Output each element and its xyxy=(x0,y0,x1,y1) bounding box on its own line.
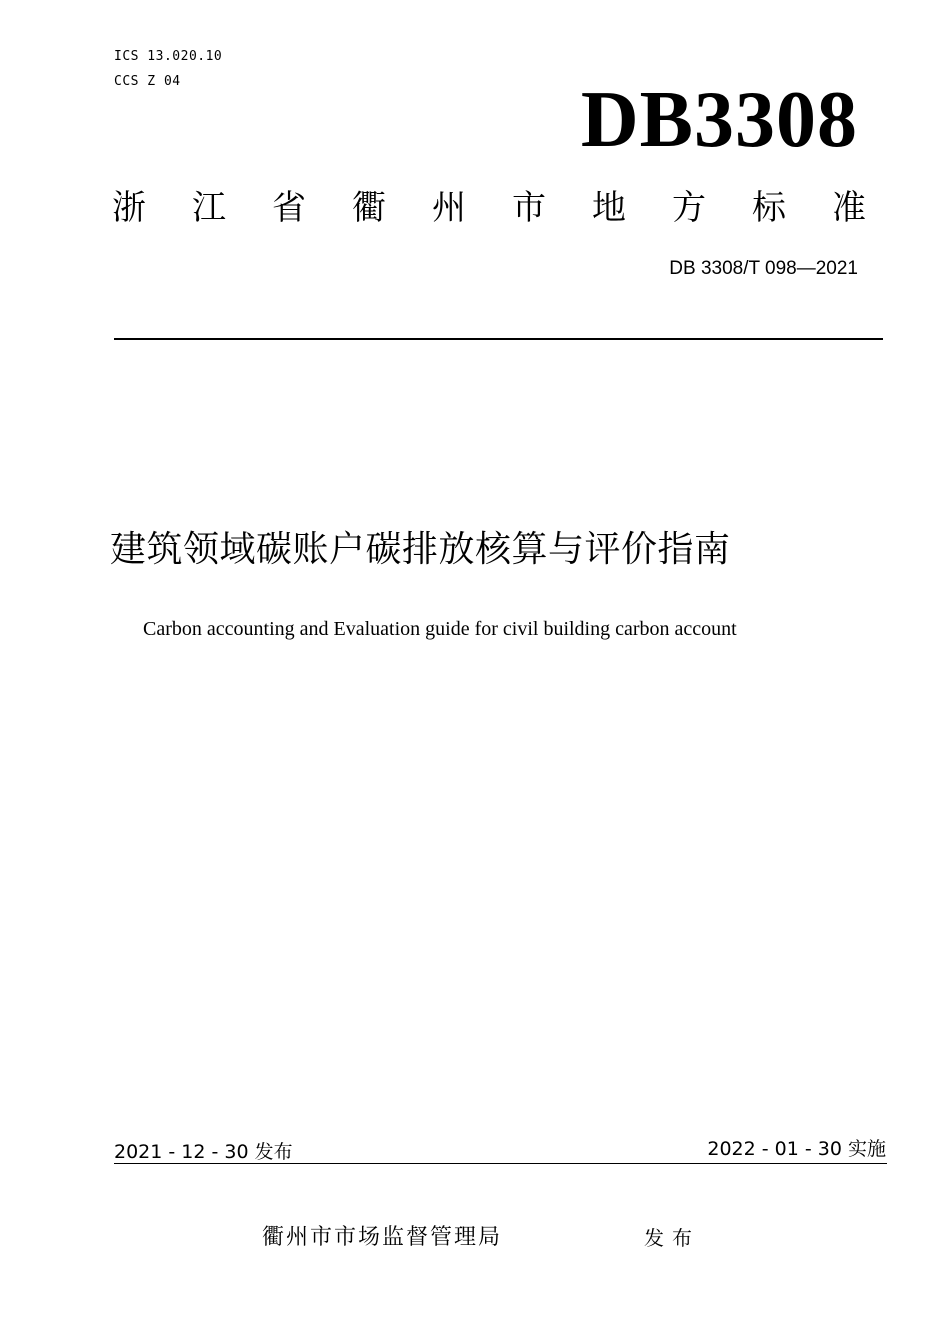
document-title-chinese: 建筑领域碳账户碳排放核算与评价指南 xyxy=(110,529,731,570)
standard-number: DB 3308/T 098—2021 xyxy=(669,258,858,279)
ics-code: ICS 13.020.10 xyxy=(114,49,223,64)
footer-divider xyxy=(114,1163,887,1164)
standard-type-char: 标 xyxy=(752,188,786,228)
standard-type-char: 地 xyxy=(592,188,626,228)
issue-date: 2021 - 12 - 30 发布 xyxy=(114,1141,293,1163)
standard-type-char: 衢 xyxy=(352,188,386,228)
standard-type-title xyxy=(112,186,866,230)
standard-type-char: 浙 xyxy=(112,188,146,228)
standard-logo: DB3308 xyxy=(580,76,858,164)
standard-type-char: 方 xyxy=(672,188,706,228)
standard-type-char: 江 xyxy=(192,188,226,228)
implementation-date: 2022 - 01 - 30 实施 xyxy=(707,1138,886,1160)
document-title-english: Carbon accounting and Evaluation guide for civil building carbon account xyxy=(143,618,737,640)
standard-type-char: 市 xyxy=(512,188,546,228)
ccs-code: CCS Z 04 xyxy=(114,74,181,89)
header-divider xyxy=(114,338,883,340)
standard-type-char: 准 xyxy=(832,188,866,228)
standard-type-char: 省 xyxy=(272,188,306,228)
issued-label: 发布 xyxy=(644,1226,700,1250)
issuing-authority: 衢州市市场监督管理局 xyxy=(262,1225,503,1250)
standard-type-char: 州 xyxy=(432,188,466,228)
